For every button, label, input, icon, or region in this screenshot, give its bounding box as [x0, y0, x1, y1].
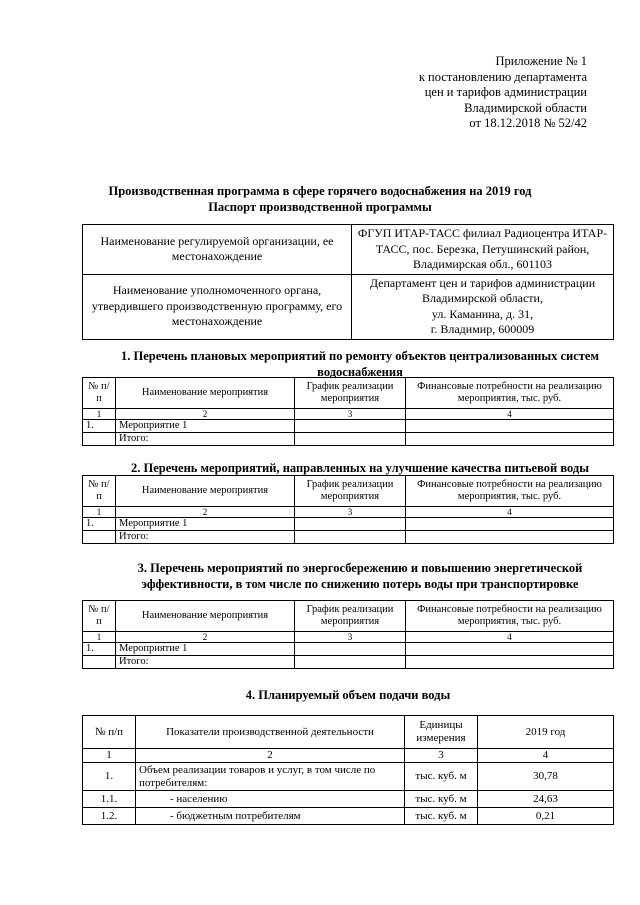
- col-no: № п/п: [83, 601, 116, 632]
- total-row: [83, 656, 614, 669]
- col-index: 4: [478, 749, 614, 763]
- col-finance: Финансовые потребности на реализацию мероприятия, тыс. руб.: [406, 601, 614, 632]
- row-no: 1.: [83, 763, 136, 791]
- col-name: Наименование мероприятия: [116, 476, 295, 507]
- row-no: [83, 433, 116, 446]
- row-indicator: - населению: [136, 791, 405, 808]
- authority-label: Наименование уполномоченного органа, утвердившего производственную программу, его местонахождение: [83, 274, 352, 339]
- row-unit: тыс. куб. м: [405, 808, 478, 825]
- appendix-header: [327, 54, 587, 132]
- col-unit: Единицы измерения: [405, 716, 478, 749]
- row-value: 0,21: [478, 808, 614, 825]
- total-label: Итого:: [116, 433, 295, 446]
- col-finance: Финансовые потребности на реализацию мероприятия, тыс. руб.: [406, 378, 614, 409]
- authority-line: Владимирской области,: [422, 291, 543, 305]
- table-row: [83, 808, 614, 825]
- row-no: 1.2.: [83, 808, 136, 825]
- col-index: 2: [116, 409, 295, 420]
- passport-title: Паспорт производственной программы: [208, 200, 432, 214]
- table-row: [83, 791, 614, 808]
- title-line: Производственная программа в сфере горячего водоснабжения на 2019 год: [108, 184, 532, 198]
- row-name: Мероприятие 1: [116, 643, 295, 656]
- col-index: 4: [406, 632, 614, 643]
- row-indicator: Объем реализации товаров и услуг, в том числе по потребителям:: [136, 763, 405, 791]
- table-row: [83, 518, 614, 531]
- total-row: [83, 433, 614, 446]
- col-year: 2019 год: [478, 716, 614, 749]
- col-index: 4: [406, 409, 614, 420]
- water-volume-table: [82, 715, 614, 825]
- authority-value: [352, 274, 614, 339]
- col-schedule: График реализации мероприятия: [295, 378, 406, 409]
- row-finance: [406, 656, 614, 669]
- table-row: [83, 643, 614, 656]
- total-label: Итого:: [116, 656, 295, 669]
- col-index: 2: [116, 507, 295, 518]
- col-indicator: Показатели производственной деятельности: [136, 716, 405, 749]
- heading-line: 1. Перечень плановых мероприятий по ремонту объектов централизованных систем: [121, 349, 599, 363]
- section2-heading: 2. Перечень мероприятий, направленных на улучшение качества питьевой воды: [131, 461, 589, 475]
- col-index: 1: [83, 409, 116, 420]
- row-no: [83, 531, 116, 544]
- col-index: 3: [295, 409, 406, 420]
- row-value: 24,63: [478, 791, 614, 808]
- col-index: 2: [116, 632, 295, 643]
- appendix-line: к постановлению департамента: [418, 69, 587, 84]
- appendix-line: Владимирской области: [464, 100, 587, 115]
- row-no: 1.: [83, 420, 116, 433]
- section3-heading: [110, 560, 610, 592]
- row-schedule: [295, 531, 406, 544]
- row-unit: тыс. куб. м: [405, 763, 478, 791]
- col-schedule: График реализации мероприятия: [295, 601, 406, 632]
- document-title: [0, 183, 640, 215]
- row-indicator: - бюджетным потребителям: [136, 808, 405, 825]
- organization-label: Наименование регулируемой организации, ее местонахождение: [83, 225, 352, 275]
- row-no: 1.: [83, 643, 116, 656]
- row-schedule: [295, 656, 406, 669]
- col-index: 1: [83, 507, 116, 518]
- section1-table: [82, 377, 614, 446]
- row-finance: [406, 420, 614, 433]
- section3-table: [82, 600, 614, 669]
- row-name: Мероприятие 1: [116, 518, 295, 531]
- row-unit: тыс. куб. м: [405, 791, 478, 808]
- organization-value: ФГУП ИТАР-ТАСС филиал Радиоцентра ИТАР-ТАСС, пос. Березка, Петушинский район, Владимирская обл., 601103: [352, 225, 614, 275]
- col-name: Наименование мероприятия: [116, 378, 295, 409]
- authority-line: ул. Каманина, д. 31,: [431, 306, 534, 321]
- row-name: Мероприятие 1: [116, 420, 295, 433]
- col-index: 3: [405, 749, 478, 763]
- authority-line: Департамент цен и тарифов администрации: [369, 275, 596, 290]
- col-index: 1: [83, 749, 136, 763]
- appendix-line: от 18.12.2018 № 52/42: [469, 116, 587, 130]
- row-schedule: [295, 643, 406, 656]
- row-no: [83, 656, 116, 669]
- row-no: 1.1.: [83, 791, 136, 808]
- passport-table: [82, 224, 614, 340]
- authority-line: г. Владимир, 600009: [430, 322, 535, 336]
- row-schedule: [295, 433, 406, 446]
- row-value: 30,78: [478, 763, 614, 791]
- col-no: № п/п: [83, 378, 116, 409]
- row-no: 1.: [83, 518, 116, 531]
- row-finance: [406, 518, 614, 531]
- col-index: 3: [295, 507, 406, 518]
- appendix-line: цен и тарифов администрации: [424, 85, 587, 99]
- row-finance: [406, 433, 614, 446]
- heading-line: водоснабжения: [317, 365, 403, 379]
- total-label: Итого:: [116, 531, 295, 544]
- table-row: [83, 420, 614, 433]
- row-finance: [406, 531, 614, 544]
- table-row: [83, 763, 614, 791]
- col-no: № п/п: [83, 716, 136, 749]
- appendix-line: Приложение № 1: [495, 54, 587, 68]
- col-index: 3: [295, 632, 406, 643]
- heading-line: эффективности, в том числе по снижению потерь воды при транспортировке: [141, 577, 579, 591]
- section2-table: [82, 475, 614, 544]
- section1-heading: [110, 348, 610, 380]
- col-index: 2: [136, 749, 405, 763]
- row-schedule: [295, 518, 406, 531]
- row-finance: [406, 643, 614, 656]
- heading-line: 3. Перечень мероприятий по энергосбережению и повышению энергетической: [137, 561, 583, 575]
- col-finance: Финансовые потребности на реализацию мероприятия, тыс. руб.: [406, 476, 614, 507]
- section4-heading: 4. Планируемый объем подачи воды: [245, 688, 451, 702]
- col-no: № п/п: [83, 476, 116, 507]
- row-schedule: [295, 420, 406, 433]
- col-index: 4: [406, 507, 614, 518]
- col-index: 1: [83, 632, 116, 643]
- total-row: [83, 531, 614, 544]
- col-schedule: График реализации мероприятия: [295, 476, 406, 507]
- col-name: Наименование мероприятия: [116, 601, 295, 632]
